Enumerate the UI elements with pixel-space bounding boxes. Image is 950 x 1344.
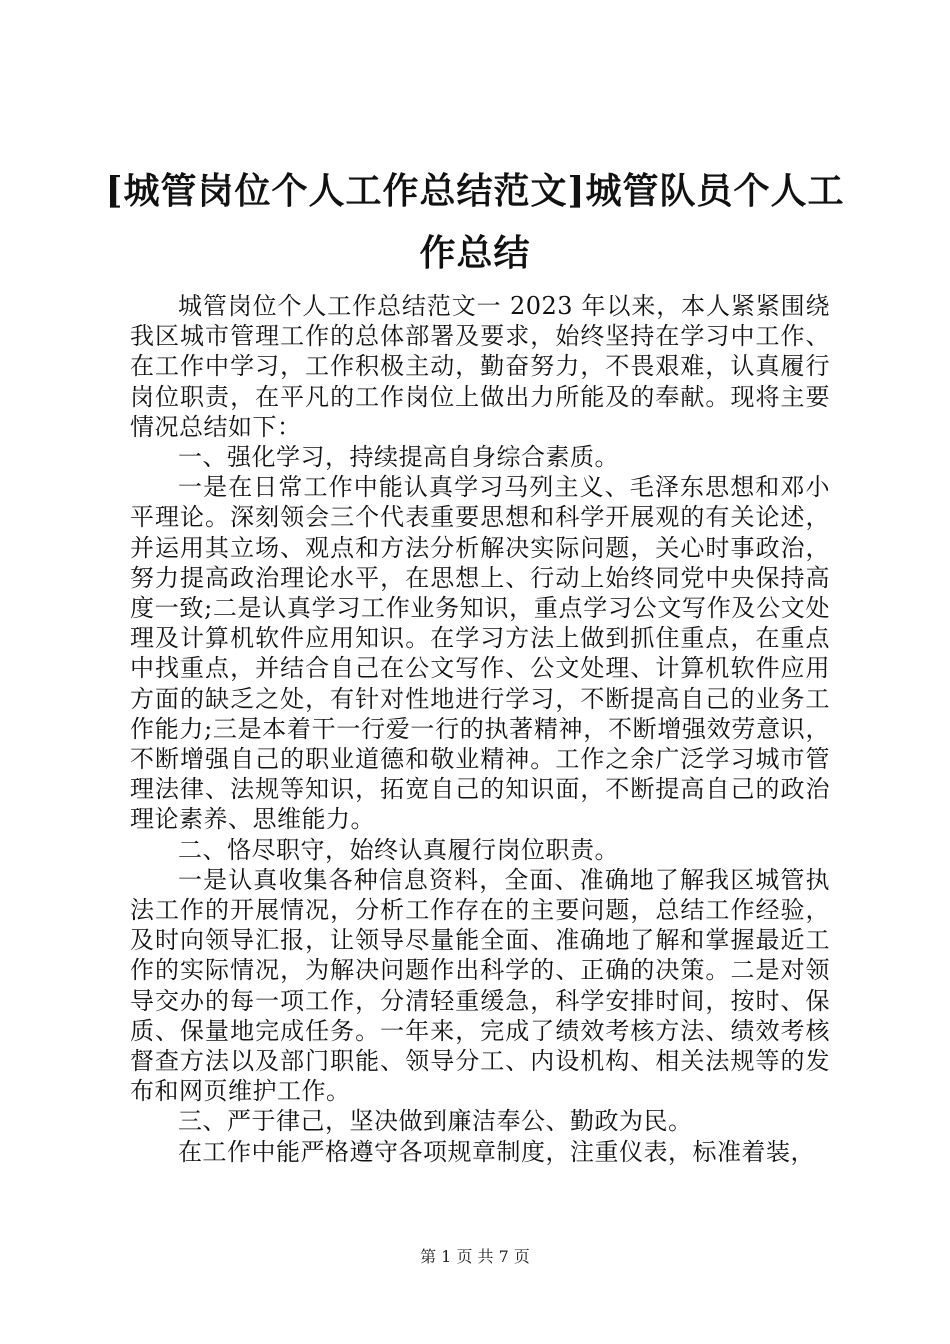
section-heading-2: 二、恪尽职守，始终认真履行岗位职责。 bbox=[178, 835, 619, 864]
document-body bbox=[130, 291, 830, 1167]
section-heading-3: 三、严于律己，坚决做到廉洁奉公、勤政为民。 bbox=[178, 1107, 693, 1136]
paragraph-section-2: 一是认真收集各种信息资料，全面、准确地了解我区城管执法工作的开展情况，分析工作存在的主要问题，总结工作经验，及时向领导汇报，让领导尽量能全面、准确地了解和掌握最近工作的实际情况，为解决问题作出科学的、正确的决策。二是对领导交办的每一项工作，分清轻重缓急，科学安排时间，按时、保质、保量地完成任务。一年来，完成了绩效考核方法、绩效考核督查方法以及部门职能、领导分工、内设机构、相关法规等的发布和网页维护工作。 bbox=[130, 865, 830, 1106]
page-number: 第 1 页 共 7 页 bbox=[420, 1247, 530, 1266]
section-heading-1: 一、强化学习，持续提高自身综合素质。 bbox=[178, 443, 619, 472]
page-footer bbox=[0, 1244, 950, 1267]
paragraph-section-1: 一是在日常工作中能认真学习马列主义、毛泽东思想和邓小平理论。深刻领会三个代表重要思想和科学开展观的有关论述，并运用其立场、观点和方法分析解决实际问题，关心时事政治，努力提高政治理论水平，在思想上、行动上始终同党中央保持高度一致;二是认真学习工作业务知识，重点学习公文写作及公文处理及计算机软件应用知识。在学习方法上做到抓住重点，在重点中找重点，并结合自己在公文写作、公文处理、计算机软件应用方面的缺乏之处，有针对性地进行学习，不断提高自己的业务工作能力;三是本着干一行爱一行的执著精神，不断增强效劳意识，不断增强自己的职业道德和敬业精神。工作之余广泛学习城市管理法律、法规等知识，拓宽自己的知识面，不断提高自己的政治理论素养、思维能力。 bbox=[130, 473, 830, 834]
paragraph-intro: 城管岗位个人工作总结范文一 2023 年以来，本人紧紧围绕我区城市管理工作的总体部署及要求，始终坚持在学习中工作、在工作中学习，工作积极主动，勤奋努力，不畏艰难，认真履行岗位职责，在平凡的工作岗位上做出力所能及的奉献。现将主要情况总结如下： bbox=[130, 292, 830, 441]
paragraph-section-3: 在工作中能严格遵守各项规章制度，注重仪表，标准着装， bbox=[178, 1137, 815, 1166]
document-title: [城管岗位个人工作总结范文]城管队员个人工作总结 bbox=[105, 170, 845, 274]
